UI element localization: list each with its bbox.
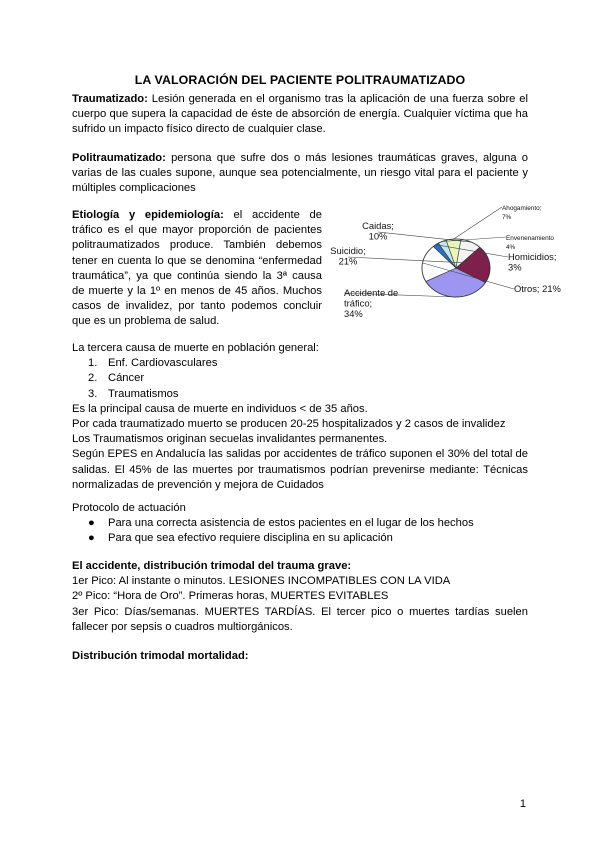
causes-pie-chart <box>330 198 561 326</box>
fact-line: Es la principal causa de muerte en individuos < de 35 años. <box>72 402 368 415</box>
pie-label: Homicidios; 3% <box>508 251 557 273</box>
trimodal-line: 2º Pico: “Hora de Oro”. Primeras horas, MUERTES EVITABLES <box>72 590 389 603</box>
pie-leader-line <box>454 207 502 239</box>
trimodal-line: 1er Pico: Al instante o minutos. LESIONES INCOMPATIBLES CON LA VIDA <box>72 575 451 588</box>
list-number: 3. <box>88 387 98 400</box>
mortalidad-heading: Distribución trimodal mortalidad: <box>72 650 249 662</box>
bullet-icon: ● <box>88 532 95 545</box>
trimodal-section <box>72 559 528 635</box>
politraumatizado-paragraph <box>72 151 528 197</box>
bullet-text: Para una correcta asistencia de estos pacientes en el lugar de los hechos <box>108 517 474 530</box>
facts-block <box>72 402 528 493</box>
list-item <box>72 387 528 402</box>
etiologia-term: Etiología y epidemiología: <box>72 209 224 221</box>
pie-label: Ahogamiento; 7% <box>502 205 542 221</box>
list-item-text: Traumatismos <box>108 387 179 400</box>
pie-label: Accidente de tráfico; 34% <box>344 287 399 319</box>
bullet-icon: ● <box>88 517 95 530</box>
traumatizado-paragraph <box>72 92 528 138</box>
list-item-text: Cáncer <box>108 372 145 385</box>
pie-label: Caidas; 10% <box>362 220 394 242</box>
pie-label: Suicidio; 21% <box>330 245 366 267</box>
fact-line: Según EPES en Andalucía las salidas por accidentes de tráfico suponen el 30% del total de salidas. El 45% de las muertes por traumatismos podrían prevenirse mediante: Técnicas normalizadas de prevención y mejora de Cuidados <box>72 448 528 491</box>
etiologia-text: el accidente de tráfico es el que mayor proporción de pacientes politraumatizados produce. También debemos tener en cuenta lo que se denomina “enfermedad traumática”, ya que continúa siendo la 3ª causa de muerte y la 1º en menos de 45 años. Muchos casos de invalidez, por tanto podemos concluir que es un problema de salud. <box>72 209 322 328</box>
tercera-causa-list <box>72 356 528 402</box>
protocolo-section <box>72 501 528 547</box>
list-item <box>72 356 528 371</box>
tercera-causa-intro: La tercera causa de muerte en población general: <box>72 342 319 354</box>
bullet-item <box>72 516 528 531</box>
list-item <box>72 371 528 386</box>
trimodal-heading: El accidente, distribución trimodal del trauma grave: <box>72 560 352 572</box>
politraumatizado-text: persona que sufre dos o más lesiones traumáticas graves, alguna o varias de las cuales supone, aunque sea potencialmente, un riesgo vital para el paciente y múltiples complicaciones <box>72 152 528 195</box>
tercera-causa-section <box>72 341 528 493</box>
politraumatizado-term: Politraumatizado: <box>72 152 166 164</box>
pie-label: Envenenamiento 4% <box>506 235 554 251</box>
trimodal-line: 3er Pico: Días/semanas. MUERTES TARDÍAS. El tercer pico o muertes tardías suelen fallecer por sepsis o cuadros multiorgánicos. <box>72 605 528 633</box>
protocolo-heading: Protocolo de actuación <box>72 502 186 514</box>
page-title: LA VALORACIÓN DEL PACIENTE POLITRAUMATIZADO <box>134 73 466 87</box>
bullet-item <box>72 531 528 546</box>
traumatizado-term: Traumatizado: <box>72 93 148 105</box>
traumatizado-text: Lesión generada en el organismo tras la aplicación de una fuerza sobre el cuerpo que supera la capacidad de éste de absorción de energía. Cualquier víctima que ha sufrido un impacto físico directo de cualquier clase. <box>72 93 528 136</box>
bullet-text: Para que sea efectivo requiere disciplina en su aplicación <box>108 532 393 545</box>
page-number: 1 <box>519 798 526 810</box>
list-number: 1. <box>88 357 98 370</box>
pie-label: Otros; 21% <box>514 283 561 294</box>
list-number: 2. <box>88 372 98 385</box>
etiologia-paragraph <box>72 208 322 330</box>
fact-line: Los Traumatismos originan secuelas invalidantes permanentes. <box>72 433 388 446</box>
fact-line: Por cada traumatizado muerto se producen 20-25 hospitalizados y 2 casos de invalidez <box>72 418 506 431</box>
list-item-text: Enf. Cardiovasculares <box>108 357 218 370</box>
